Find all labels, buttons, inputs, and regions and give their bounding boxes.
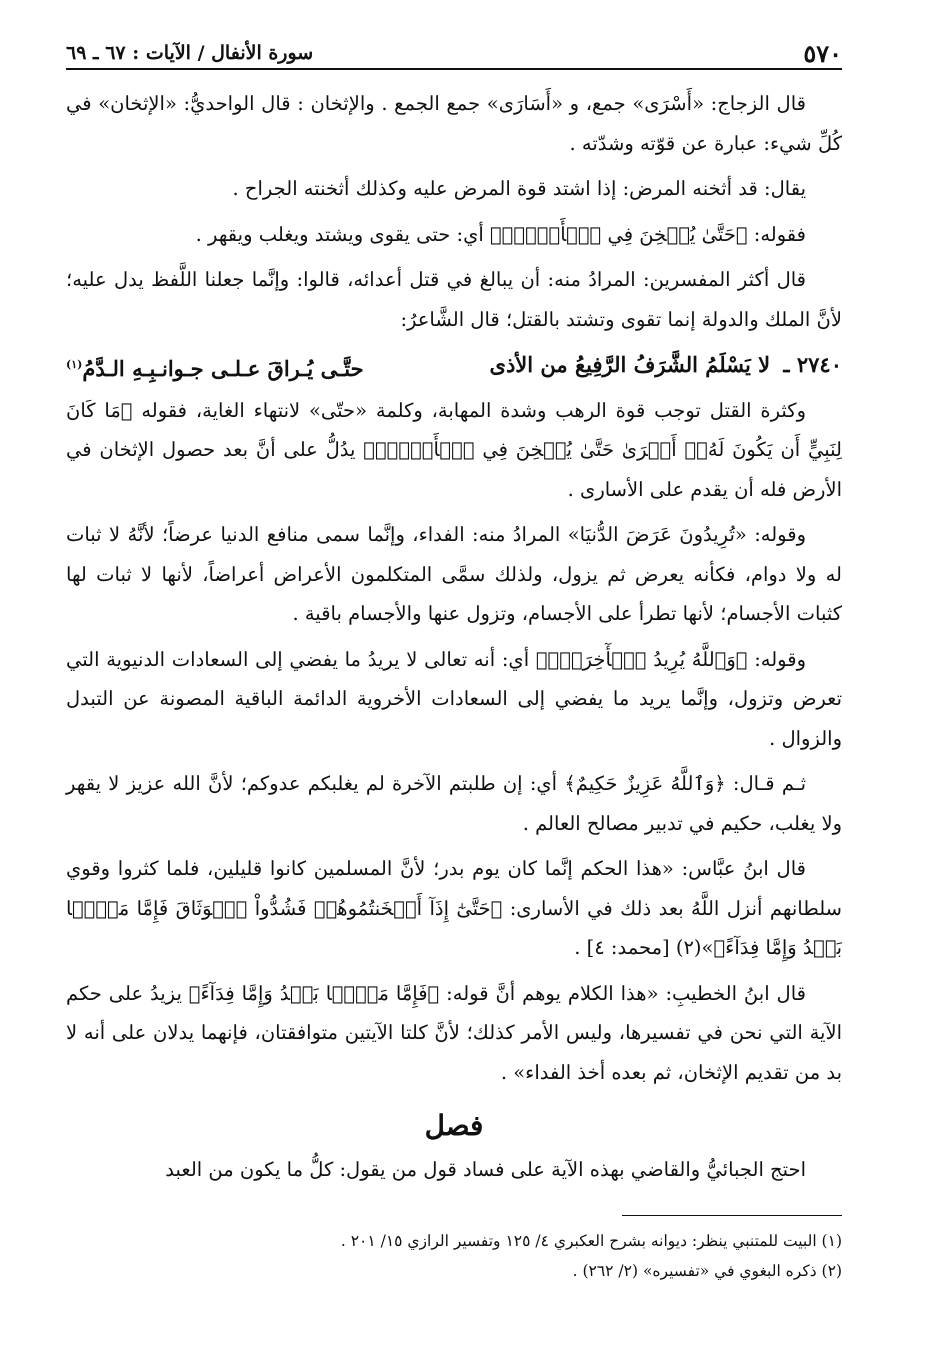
main-text: [66, 84, 842, 1189]
paragraph: قال أكثر المفسرين: المرادُ منه: أن يبالغ في قتل أعدائه، قالوا: وإنَّما جعلنا اللَّفظ يدل عليه؛ لأنَّ الملك والدولة إنما تقوى وتشتد بالقتل؛ قال الشَّاعرُ:: [66, 268, 842, 331]
footnote-divider: [622, 1215, 842, 1216]
verse-second-hemistich: [66, 345, 364, 389]
book-page: [66, 28, 842, 1286]
footnote: (٢) ذكره البغوي في «تفسيره» (٢/ ٢٦٢) .: [572, 1262, 842, 1280]
verse-first-half: لا يَسْلَمُ الشَّرَفُ الرَّفِيعُ من الأذى: [489, 352, 771, 377]
footnote: (١) البيت للمتنبي ينظر: ديوانه بشرح العكبري ٤/ ١٢٥ وتفسير الرازي ١٥/ ٢٠١ .: [340, 1232, 842, 1250]
paragraph: قال الزجاج: «أَسْرَى» جمع، و «أَسَارَى» جمع الجمع . والإثخان : قال الواحديُّ: «الإثخان» في كُلِّ شيء: عبارة عن قوّته وشدّته .: [66, 92, 842, 155]
running-title: سورة الأنفال / الآيات : ٦٧ ـ ٦٩: [66, 42, 314, 64]
paragraph: قال ابنُ الخطيبِ: «هذا الكلام يوهم أنَّ قوله: ﴿فَإِمَّا مَنَّۢا بَعۡدُ وَإِمَّا فِدَآءً﴾ يزيدُ على حكم الآية التي نحن في تفسيرها، وليس الأمر كذلك؛ لأنَّ كلتا الآيتين متوافقتان، فإنهما يدلان على أنه لا بد من تقديم الإثخان، ثم بعده أخذ الفداء» .: [66, 981, 842, 1084]
footnotes: [66, 1226, 842, 1286]
paragraph: فقوله: ﴿حَتَّىٰ يُثۡخِنَ فِي ٱلۡأَرۡضِۚ﴾ أي: حتى يقوى ويشتد ويغلب ويقهر .: [195, 222, 806, 246]
page-header: [66, 28, 842, 70]
section-paragraph: احتج الجبائيُّ والقاضي بهذه الآية على فساد قول من يقول: كلُّ ما يكون من العبد: [165, 1157, 806, 1181]
paragraph: قال ابنُ عبَّاس: «هذا الحكم إنَّما كان يوم بدر؛ لأنَّ المسلمين كانوا قليلين، فلما كثروا وقوي سلطانهم أنزل اللَّهُ بعد ذلك في الأسارى: ﴿حَتَّىٰٓ إِذَآ أَثۡخَنتُمُوهُمۡ فَشُدُّواْ ٱلۡوَثَاقَ فَإِمَّا مَنَّۢا بَعۡدُ وَإِمَّا فِدَآءً﴾»(٢) [محمد: ٤] .: [66, 857, 842, 959]
section-heading: فصل: [424, 1109, 484, 1142]
verse-first-hemistich: [490, 345, 842, 389]
paragraph: يقال: قد أثخنه المرض: إذا اشتد قوة المرض عليه وكذلك أثخنته الجراح .: [232, 177, 806, 200]
poetry-verse: [66, 345, 842, 389]
paragraph: ثـم قـال: ﴿وَٱللَّهُ عَزِيزٌ حَكِيمٌ﴾ أي: إن طلبتم الآخرة لم يغلبكم عدوكم؛ لأنَّ الله عزيز لا يقهر ولا يغلب، حكيم في تدبير مصالح العالم .: [66, 772, 842, 835]
verse-second-half: حتَّـى يُـراقَ عـلـى جـوانـبِـهِ الـدَّمُ: [82, 356, 364, 381]
page-number: ٥٧٠: [803, 39, 842, 68]
paragraph: وقوله: «تُرِيدُونَ عَرَضَ الدُّنيَا» المرادُ منه: الفداء، وإنَّما سمى منافع الدنيا عرضاً؛ لأنَّهُ لا ثبات له ولا دوام، فكأنه يعرض ثم يزول، ولذلك سمَّى المتكلمون الأعراض أعراضاً، لأنها لا ثبات لها كثبات الأجسام؛ لأنها تطرأ على الأجسام، وتزول عنها والأجسام باقية .: [66, 523, 842, 625]
footnote-ref: (١): [66, 358, 83, 371]
paragraph: وقوله: ﴿وَٱللَّهُ يُرِيدُ ٱلۡأٓخِرَةَۗ﴾ أي: أنه تعالى لا يريدُ ما يفضي إلى السعادات الدنيوية التي تعرض وتزول، وإنَّما يريد ما يفضي إلى السعادات الأخروية الدائمة الباقية المصونة عن التبدل والزوال .: [66, 647, 842, 750]
verse-number: ٢٧٤٠ ـ: [783, 352, 842, 377]
paragraph: وكثرة القتل توجب قوة الرهب وشدة المهابة، وكلمة «حتّى» لانتهاء الغاية، فقوله ﴿مَا كَانَ لِنَبِيٍّ أَن يَكُونَ لَهُۥٓ أَسۡرَىٰ حَتَّىٰ يُثۡخِنَ فِي ٱلۡأَرۡضِۚ﴾ يدُلُّ على أنَّ بعد حصول الإثخان في الأرض فله أن يقدم على الأسارى .: [66, 398, 842, 501]
